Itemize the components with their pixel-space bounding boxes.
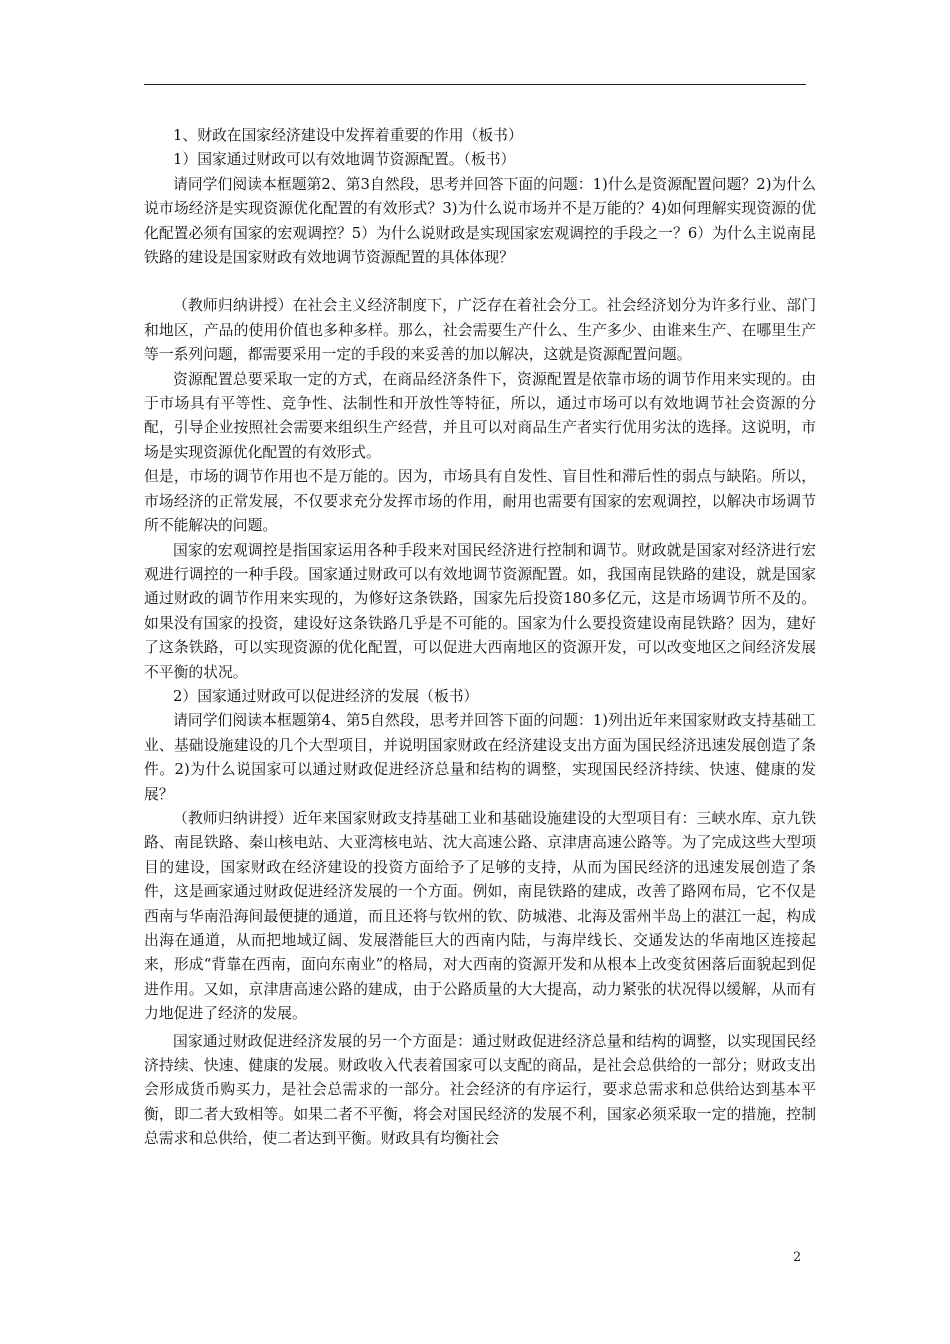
teacher-summary-paragraph: （教师归纳讲授）近年来国家财政支持基础工业和基础设施建设的大型项目有：三峡水库、京九铁路、南昆铁路、秦山核电站、大亚湾核电站、沈大高速公路、京津唐高速公路等。为了完成这些大型项目的建设，国家财政在经济建设的投资方面给予了足够的支持，从而为国民经济的迅速发展创造了条件，这是画家通过财政促进经济发展的一个方面。例如，南昆铁路的建成，改善了路网布局，它不仅是西南与华南沿海间最便捷的通道，而且还将与钦州的钦、防城港、北海及雷州半岛上的湛江一起，构成出海在通道，从而把地域辽阔、发展潜能巨大的西南内陆，与海岸线长、交通发达的华南地区连接起来，形成“背靠在西南，面向东南业”的格局，对大西南的资源开发和从根本上改变贫困落后面貌起到促进作用。又如，京津唐高速公路的建成，由于公路质量的大大提高，动力紧张的状况得以缓解，从而有力地促进了经济的发展。 [144, 809, 816, 1023]
header-rule [144, 84, 806, 85]
market-limit-paragraph: 但是，市场的调节作用也不是万能的。因为，市场具有自发性、盲目性和滞后性的弱点与缺陷。所以，市场经济的正常发展，不仅要求充分发挥市场的作用，耐用也需要有国家的宏观调控，以解决市场调节所不能解决的问题。 [144, 468, 816, 535]
subsection-heading: 1）国家通过财政可以有效地调节资源配置。（板书） [173, 151, 516, 169]
macro-control-paragraph: 国家的宏观调控是指国家运用各种手段来对国民经济进行控制和调节。财政就是国家对经济进行宏观进行调控的一种手段。国家通过财政可以有效地调节资源配置。如，我国南昆铁路的建设，就是国家通过财政的调节作用来实现的，为修好这条铁路，国家先后投资180多亿元，这是市场调节所不及的。如果没有国家的投资，建设好这条铁路几乎是不可能的。国家为什么要投资建设南昆铁路？因为，建好了这条铁路，可以实现资源的优化配置，可以促进大西南地区的资源开发，可以改变地区之间经济发展不平衡的状况。 [144, 541, 816, 681]
page-number: 2 [793, 1250, 802, 1265]
reading-question-paragraph: 请同学们阅读本框题第4、第5自然段，思考并回答下面的问题：1)列出近年来国家财政支持基础工业、基础设施建设的几个大型项目，并说明国家财政在经济建设支出方面为国民经济迅速发展创造了条件。2)为什么说国家可以通过财政促进经济总量和结构的调整，实现国民经济持续、快速、健康的发展？ [144, 712, 816, 803]
resource-allocation-paragraph: 资源配置总要采取一定的方式，在商品经济条件下，资源配置是依靠市场的调节作用来实现的。由于市场具有平等性、竞争性、法制性和开放性等特征，所以，通过市场可以有效地调节社会资源的分配，引导企业按照社会需要来组织生产经营，并且可以对商品生产者实行优用劣汰的选择。这说明，市场是实现资源优化配置的有效形式。 [144, 370, 816, 461]
economic-adjustment-paragraph: 国家通过财政促进经济发展的另一个方面是：通过财政促进经济总量和结构的调整，以实现国民经济持续、快速、健康的发展。财政收入代表着国家可以支配的商品，是社会总供给的一部分；财政支出会形成货币购买力，是社会总需求的一部分。社会经济的有序运行，要求总需求和总供给达到基本平衡，即二者大致相等。如果二者不平衡，将会对国民经济的发展不利，国家必须采取一定的措施，控制总需求和总供给，使二者达到平衡。财政具有均衡社会 [144, 1032, 816, 1148]
reading-question-paragraph: 请同学们阅读本框题第2、第3自然段，思考并回答下面的问题：1)什么是资源配置问题？2)为什么说市场经济是实现资源优化配置的有效形式？3)为什么说市场并不是万能的？4)如何理解实现资源的优化配置必须有国家的宏观调控？5）为什么说财政是实现国家宏观调控的手段之一？6）为什么主说南昆铁路的建设是国家财政有效地调节资源配置的具体体现？ [144, 175, 816, 267]
teacher-summary-paragraph: （教师归纳讲授）在社会主义经济制度下，广泛存在着社会分工。社会经济划分为许多行业、部门和地区，产品的使用价值也多种多样。那么，社会需要生产什么、生产多少、由谁来生产、在哪里生产等一系列问题，都需要采用一定的手段的来妥善的加以解决，这就是资源配置问题。 [144, 297, 816, 364]
section-heading: 1、财政在国家经济建设中发挥着重要的作用（板书） [173, 127, 523, 144]
main-text [144, 124, 816, 1152]
subsection-heading: 2）国家通过财政可以促进经济的发展（板书） [173, 687, 479, 705]
